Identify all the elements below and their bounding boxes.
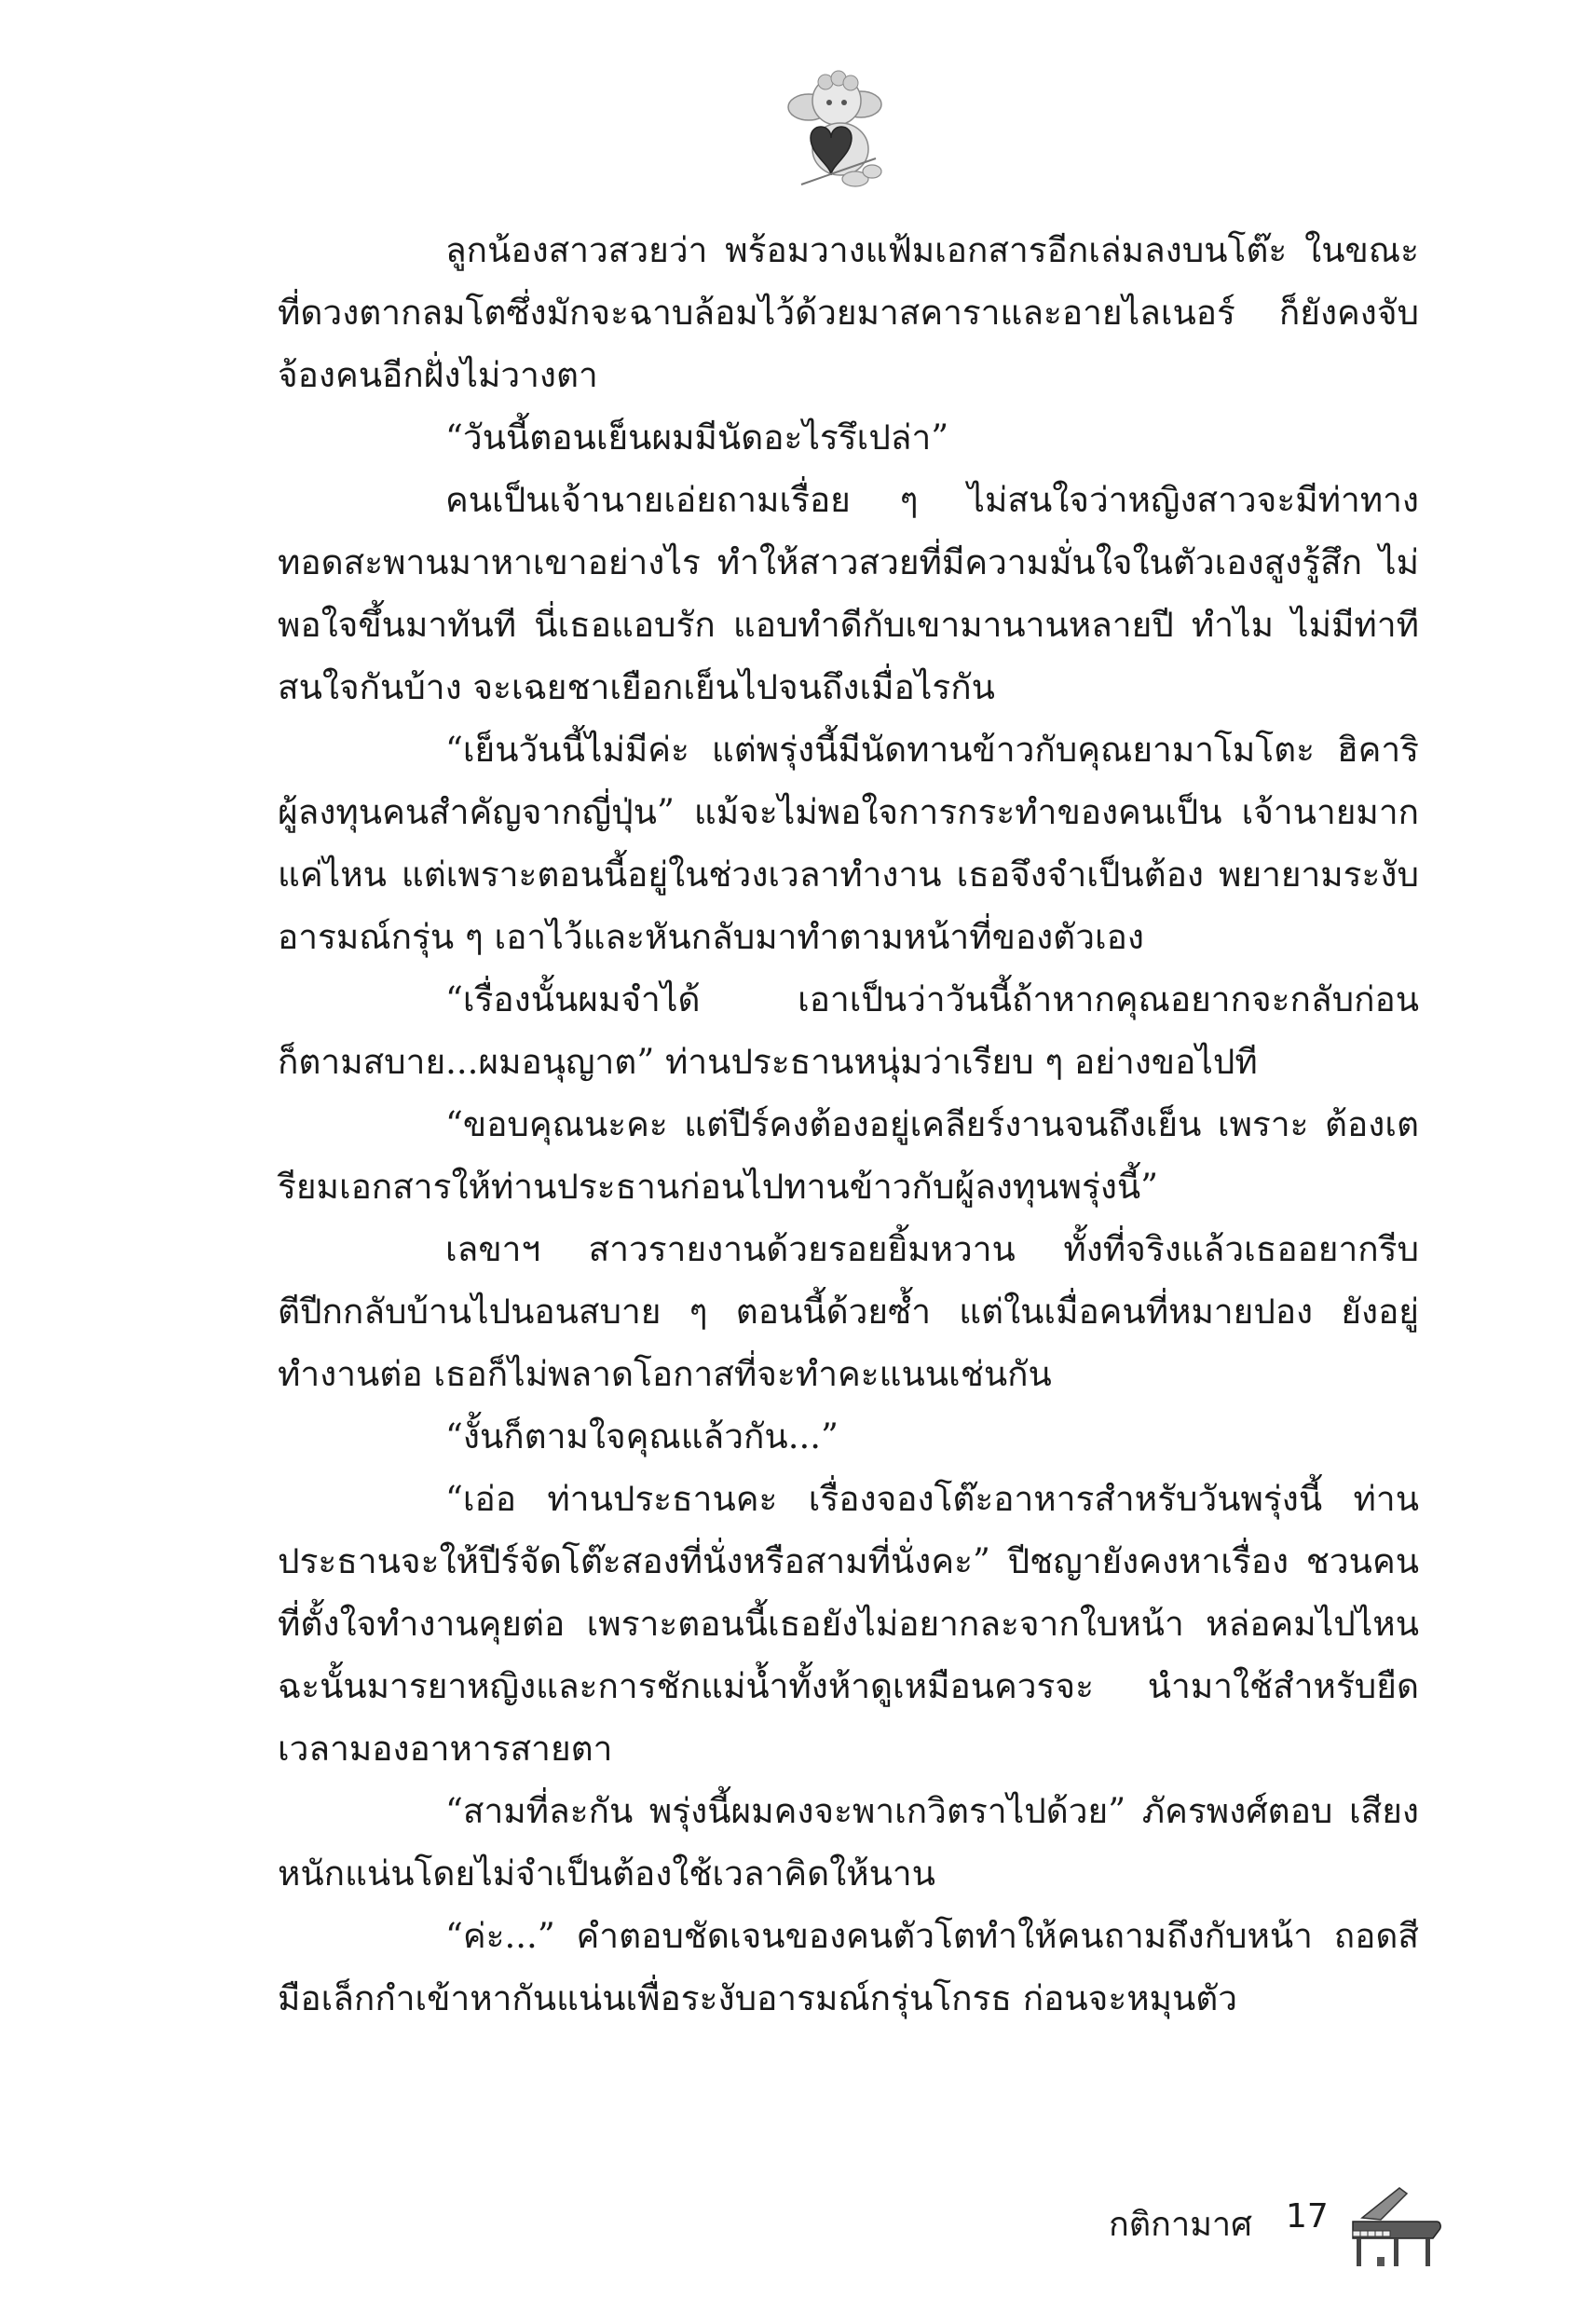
paragraph: คนเป็นเจ้านายเอ่ยถามเรื่อย ๆ ไม่สนใจว่าหญิงสาวจะมีท่าทาง ทอดสะพานมาหาเขาอย่างไร ทำให้สาวสวยที่มีความมั่นใจในตัวเองสูงรู้สึก ไม่พอใจขึ้นมาทันที นี่เธอแอบรัก แอบทำดีกับเขามานานหลายปี ทำไม ไม่มีท่าทีสนใจกันบ้าง จะเฉยชาเยือกเย็นไปจนถึงเมื่อไรกัน	[278, 480, 1419, 707]
body-text	[278, 219, 1419, 2030]
paragraph: เลขาฯ สาวรายงานด้วยรอยยิ้มหวาน ทั้งที่จริงแล้วเธออยากรีบ ตีปีกกลับบ้านไปนอนสบาย ๆ ตอนนี้ด้วยซ้ำ แต่ในเมื่อคนที่หมายปอง ยังอยู่ทำงานต่อ เธอก็ไม่พลาดโอกาสที่จะทำคะแนนเช่นกัน	[278, 1229, 1419, 1394]
paragraph: “ขอบคุณนะคะ แต่ปีร์คงต้องอยู่เคลียร์งานจนถึงเย็น เพราะ ต้องเตรียมเอกสารให้ท่านประธานก่อนไปทานข้าวกับผู้ลงทุนพรุ่งนี้”	[278, 1104, 1419, 1207]
paragraph: “เอ่อ ท่านประธานคะ เรื่องจองโต๊ะอาหารสำหรับวันพรุ่งนี้ ท่านประธานจะให้ปีร์จัดโต๊ะสองที่นั่งหรือสามที่นั่งคะ” ปีชญายังคงหาเรื่อง ชวนคนที่ตั้งใจทำงานคุยต่อ เพราะตอนนี้เธอยังไม่อยากละจากใบหน้า หล่อคมไปไหน ฉะนั้นมารยาหญิงและการชักแม่น้ำทั้งห้าดูเหมือนควรจะ นำมาใช้สำหรับยืดเวลามองอาหารสายตา	[278, 1479, 1419, 1769]
cupid-with-heart-icon	[783, 65, 885, 196]
paragraph: “ค่ะ...” คำตอบชัดเจนของคนตัวโตทำให้คนถามถึงกับหน้า ถอดสี มือเล็กกำเข้าหากันแน่นเพื่อระงับอารมณ์กรุ่นโกรธ ก่อนจะหมุนตัว	[278, 1916, 1419, 2018]
grand-piano-icon	[1344, 2181, 1446, 2274]
paragraph: “เรื่องนั้นผมจำได้ เอาเป็นว่าวันนี้ถ้าหากคุณอยากจะกลับก่อน ก็ตามสบาย...ผมอนุญาต” ท่านประธานหนุ่มว่าเรียบ ๆ อย่างขอไปที	[278, 979, 1419, 1082]
paragraph: “วันนี้ตอนเย็นผมมีนัดอะไรรึเปล่า”	[445, 417, 949, 458]
page-footer	[1099, 2181, 1453, 2274]
book-title: กติกามาศ	[1109, 2206, 1252, 2244]
paragraph: “เย็นวันนี้ไม่มีค่ะ แต่พรุ่งนี้มีนัดทานข้าวกับคุณยามาโมโตะ ฮิคาริ ผู้ลงทุนคนสำคัญจากญี่ปุ่น” แม้จะไม่พอใจการกระทำของคนเป็น เจ้านายมากแค่ไหน แต่เพราะตอนนี้อยู่ในช่วงเวลาทำงาน เธอจึงจำเป็นต้อง พยายามระงับอารมณ์กรุ่น ๆ เอาไว้และหันกลับมาทำตามหน้าที่ของตัวเอง	[278, 730, 1419, 957]
paragraph: “สามที่ละกัน พรุ่งนี้ผมคงจะพาเกวิตราไปด้วย” ภัครพงศ์ตอบ เสียงหนักแน่นโดยไม่จำเป็นต้องใช้เวลาคิดให้นาน	[278, 1791, 1419, 1894]
paragraph: ลูกน้องสาวสวยว่า พร้อมวางแฟ้มเอกสารอีกเล่มลงบนโต๊ะ ในขณะที่ดวงตากลมโตซึ่งมักจะฉาบล้อมไว้ด้วยมาสคาราและอายไลเนอร์ ก็ยังคงจับจ้องคนอีกฝั่งไม่วางตา	[278, 230, 1419, 395]
page-number: 17	[1286, 2197, 1329, 2236]
paragraph: “งั้นก็ตามใจคุณแล้วกัน...”	[445, 1416, 839, 1456]
